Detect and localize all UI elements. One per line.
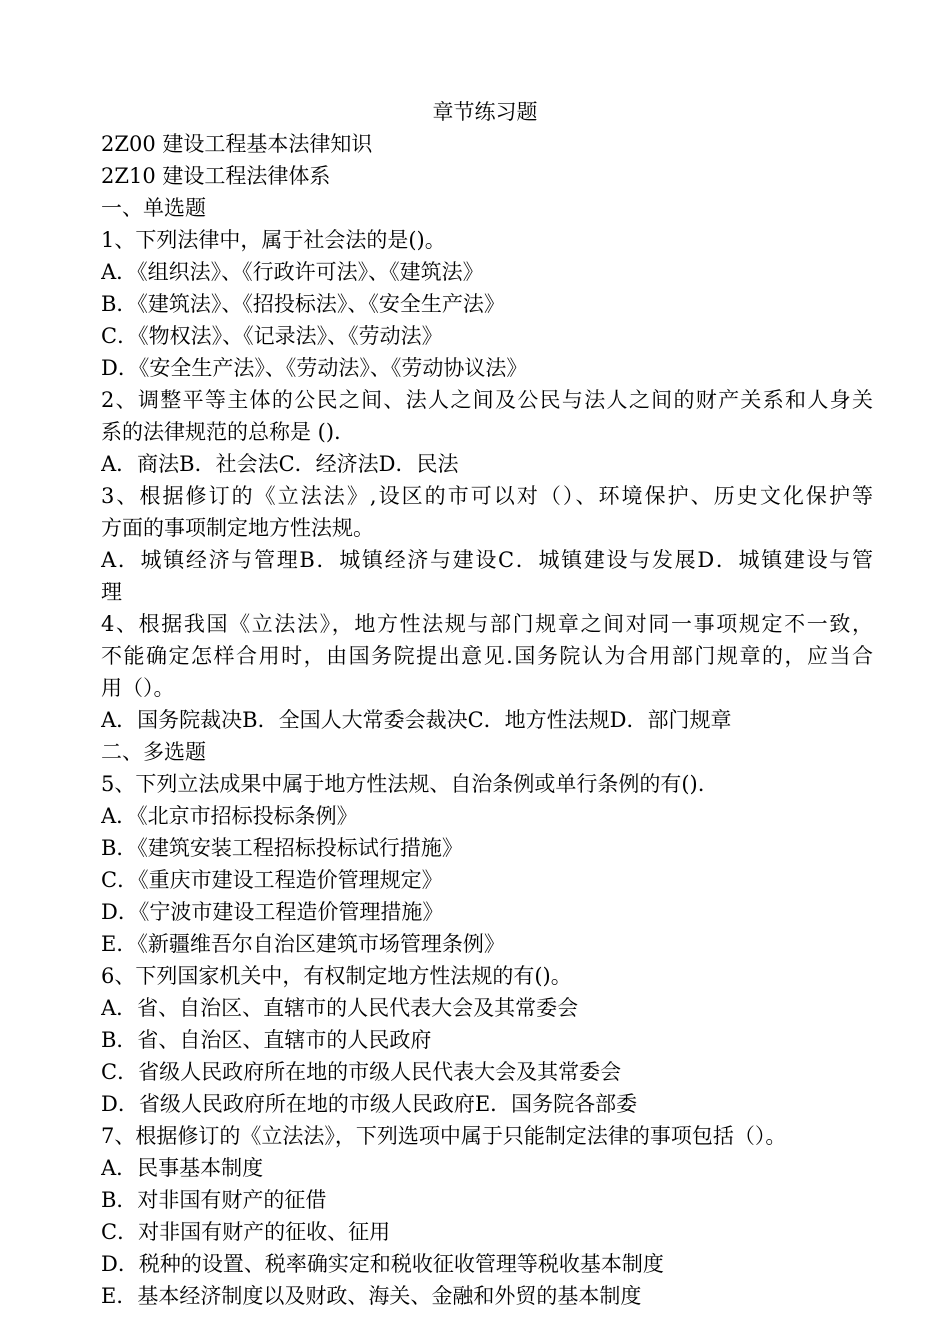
chapter-heading: 2Z00 建设工程基本法律知识 bbox=[101, 132, 373, 156]
question-6-option-a: A．省、自治区、直辖市的人民代表大会及其常委会 bbox=[101, 996, 579, 1020]
question-2-line-2: 系的法律规范的总称是 (). bbox=[101, 420, 341, 444]
question-5-option-b: B．《建筑安装工程招标投标试行措施》 bbox=[101, 836, 463, 860]
question-7-option-b: B．对非国有财产的征借 bbox=[101, 1188, 327, 1212]
question-6-option-b: B．省、自治区、直辖市的人民政府 bbox=[101, 1028, 432, 1052]
question-5-option-c: C．《重庆市建设工程造价管理规定》 bbox=[101, 868, 443, 892]
question-1: 1、下列法律中，属于社会法的是()。 bbox=[101, 228, 446, 252]
question-3-options-line-2: 理 bbox=[101, 580, 122, 604]
question-3-options-line-1: A．城镇经济与管理B．城镇经济与建设C．城镇建设与发展D．城镇建设与管 bbox=[101, 548, 873, 572]
section-heading: 2Z10 建设工程法律体系 bbox=[101, 164, 331, 188]
question-3-line-1: 3、根据修订的《立法法》,设区的市可以对（）、环境保护、历史文化保护等 bbox=[101, 484, 873, 508]
question-7: 7、根据修订的《立法法》，下列选项中属于只能制定法律的事项包括（）。 bbox=[101, 1124, 787, 1148]
question-7-option-c: C．对非国有财产的征收、征用 bbox=[101, 1220, 391, 1244]
question-2-line-1: 2、调整平等主体的公民之间、法人之间及公民与法人之间的财产关系和人身关 bbox=[101, 388, 873, 412]
question-7-option-e: E．基本经济制度以及财政、海关、金融和外贸的基本制度 bbox=[101, 1284, 642, 1308]
page-title: 章节练习题 bbox=[432, 100, 538, 124]
question-5-option-a: A．《北京市招标投标条例》 bbox=[101, 804, 358, 828]
question-4-line-1: 4、根据我国《立法法》，地方性法规与部门规章之间对同一事项规定不一致， bbox=[101, 612, 873, 636]
question-4-line-3: 用（）。 bbox=[101, 676, 175, 700]
question-1-option-d: D．《安全生产法》、《劳动法》、《劳动协议法》 bbox=[101, 356, 528, 380]
question-type-heading-single: 一、单选题 bbox=[101, 196, 206, 220]
question-5-option-e: E．《新疆维吾尔自治区建筑市场管理条例》 bbox=[101, 932, 505, 956]
question-6: 6、下列国家机关中，有权制定地方性法规的有()。 bbox=[101, 964, 572, 988]
question-7-option-d: D．税种的设置、税率确实定和税收征收管理等税收基本制度 bbox=[101, 1252, 664, 1276]
question-2-options: A．商法B．社会法C．经济法D．民法 bbox=[101, 452, 459, 476]
question-5-option-d: D．《宁波市建设工程造价管理措施》 bbox=[101, 900, 444, 924]
question-1-option-b: B．《建筑法》、《招投标法》、《安全生产法》 bbox=[101, 292, 505, 316]
question-3-line-2: 方面的事项制定地方性法规。 bbox=[101, 516, 374, 540]
question-5: 5、下列立法成果中属于地方性法规、自治条例或单行条例的有(). bbox=[101, 772, 705, 796]
question-7-option-a: A．民事基本制度 bbox=[101, 1156, 264, 1180]
document-body bbox=[101, 128, 873, 1312]
question-6-option-d-e: D．省级人民政府所在地的市级人民政府E．国务院各部委 bbox=[101, 1092, 638, 1116]
question-4-options: A．国务院裁决B．全国人大常委会裁决C．地方性法规D．部门规章 bbox=[101, 708, 732, 732]
question-6-option-c: C．省级人民政府所在地的市级人民代表大会及其常委会 bbox=[101, 1060, 622, 1084]
question-type-heading-multiple: 二、多选题 bbox=[101, 740, 206, 764]
question-1-option-c: C．《物权法》、《记录法》、《劳动法》 bbox=[101, 324, 443, 348]
question-1-option-a: A．《组织法》、《行政许可法》、《建筑法》 bbox=[101, 260, 484, 284]
question-4-line-2: 不能确定怎样合用时，由国务院提出意见.国务院认为合用部门规章的，应当合 bbox=[101, 644, 873, 668]
